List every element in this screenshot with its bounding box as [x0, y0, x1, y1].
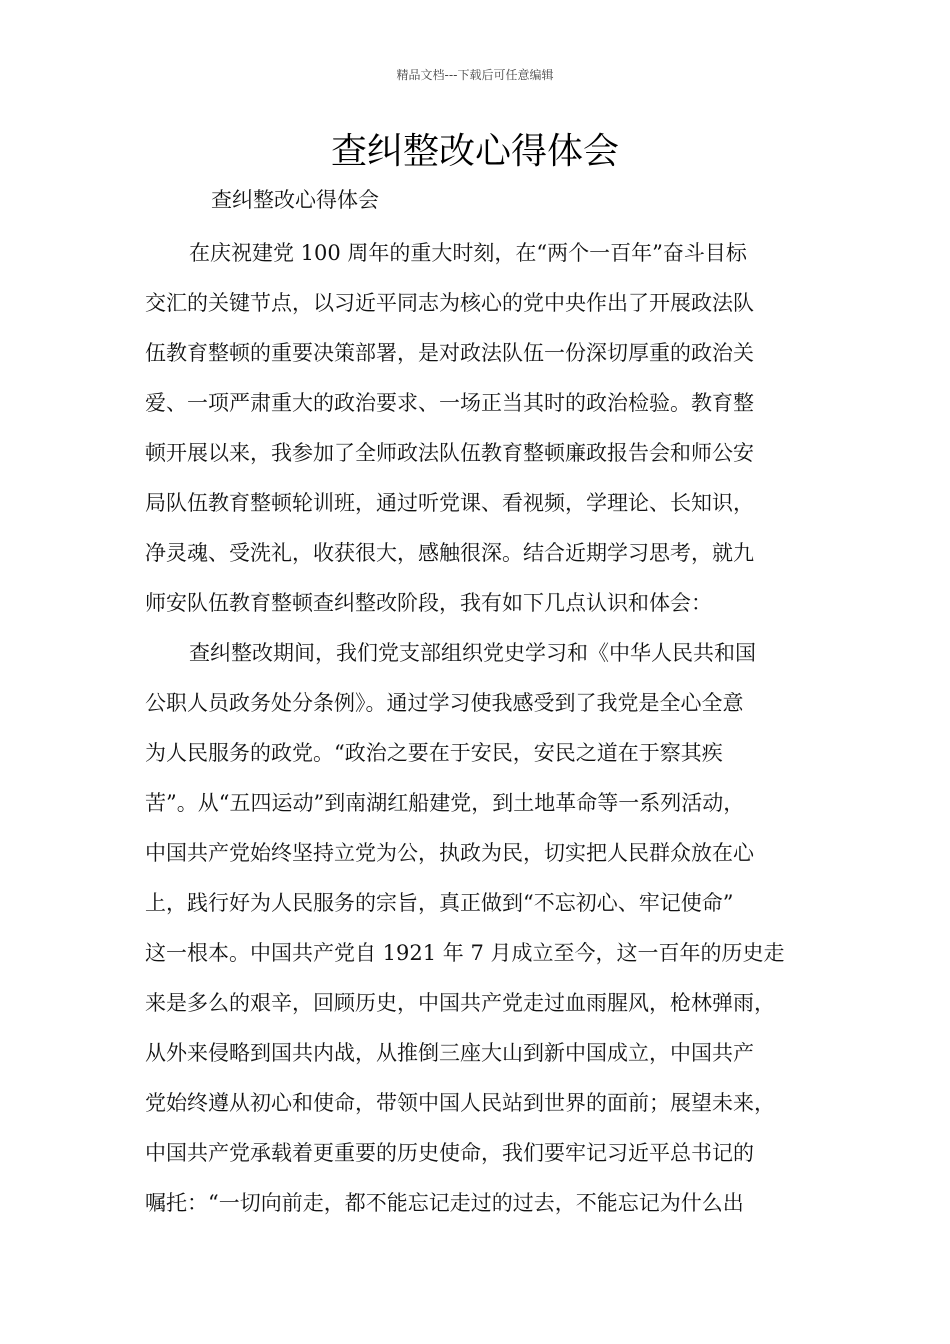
paragraph-line: 爱、一项严肃重大的政治要求、一场正当其时的政治检验。教育整	[145, 391, 754, 415]
paragraph-line: 净灵魂、受洗礼，收获很大，感触很深。结合近期学习思考，就九	[145, 541, 754, 565]
header-note: 精品文档---下载后可任意编辑	[396, 68, 554, 82]
paragraph-line: 在庆祝建党 100 周年的重大时刻，在“两个一百年”奋斗目标	[189, 241, 747, 265]
paragraph-2	[145, 628, 825, 1228]
paragraph-line: 局队伍教育整顿轮训班，通过听党课、看视频，学理论、长知识，	[145, 491, 754, 515]
paragraph-line: 这一根本。中国共产党自 1921 年 7 月成立至今，这一百年的历史走	[145, 941, 785, 965]
paragraph-line: 查纠整改期间，我们党支部组织党史学习和《中华人民共和国	[189, 641, 756, 665]
paragraph-line: 苦”。从“五四运动”到南湖红船建党，到土地革命等一系列活动，	[145, 791, 745, 815]
paragraph-line: 师安队伍教育整顿查纠整改阶段，我有如下几点认识和体会：	[145, 591, 712, 615]
page-title: 查纠整改心得体会	[330, 131, 619, 172]
paragraph-line: 来是多么的艰辛，回顾历史，中国共产党走过血雨腥风，枪林弹雨，	[145, 991, 775, 1015]
paragraph-line: 为人民服务的政党。“政治之要在于安民，安民之道在于察其疾	[145, 741, 723, 765]
paragraph-1	[145, 228, 825, 628]
paragraph-line: 中国共产党承载着更重要的历史使命，我们要牢记习近平总书记的	[145, 1141, 754, 1165]
paragraph-line: 中国共产党始终坚持立党为公，执政为民，切实把人民群众放在心	[145, 841, 754, 865]
paragraph-line: 党始终遵从初心和使命，带领中国人民站到世界的面前；展望未来，	[145, 1091, 775, 1115]
paragraph-line: 交汇的关键节点，以习近平同志为核心的党中央作出了开展政法队	[145, 291, 754, 315]
paragraph-line: 伍教育整顿的重要决策部署，是对政法队伍一份深切厚重的政治关	[145, 341, 754, 365]
paragraph-line: 顿开展以来，我参加了全师政法队伍教育整顿廉政报告会和师公安	[145, 441, 754, 465]
paragraph-line: 上，践行好为人民服务的宗旨，真正做到“不忘初心、牢记使命”	[145, 891, 734, 915]
subtitle: 查纠整改心得体会	[211, 188, 379, 212]
paragraph-line: 嘱托：“一切向前走，都不能忘记走过的过去，不能忘记为什么出	[145, 1191, 744, 1215]
body-text	[145, 180, 825, 1228]
paragraph-line: 公职人员政务处分条例》。通过学习使我感受到了我党是全心全意	[145, 691, 744, 715]
paragraph-line: 从外来侵略到国共内战，从推倒三座大山到新中国成立，中国共产	[145, 1041, 754, 1065]
